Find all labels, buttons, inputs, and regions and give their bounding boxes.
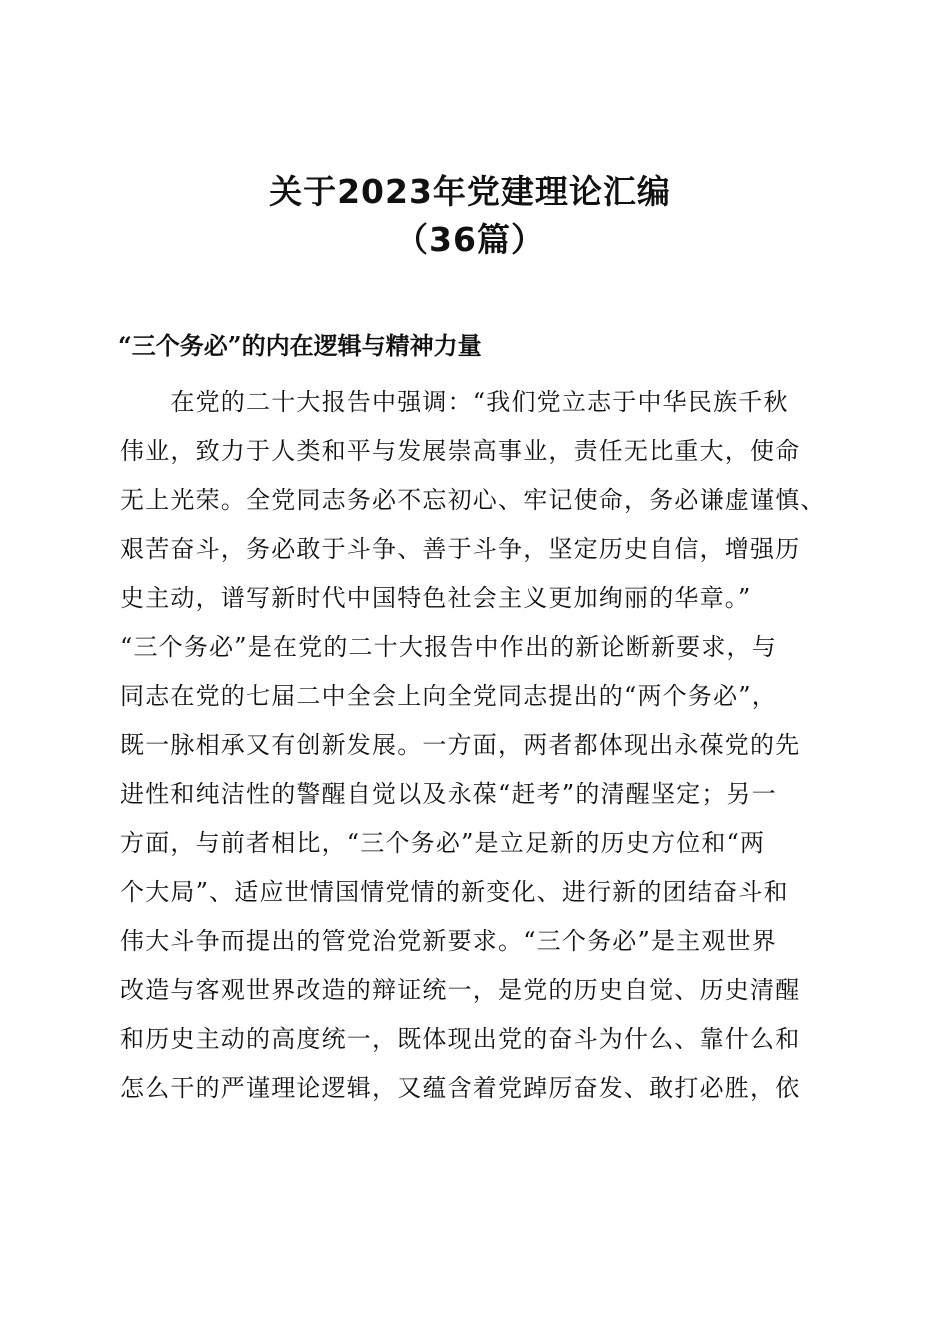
paragraph-line: 同志在党的七届二中全会上向全党同志提出的“两个务必”， <box>120 682 777 710</box>
paragraph-line: 在党的二十大报告中强调：“我们党立志于中华民族千秋 <box>120 388 789 416</box>
paragraph-line: 个大局”、适应世情国情党情的新变化、进行新的团结奋斗和 <box>120 878 789 906</box>
paragraph-line: 既一脉相承又有创新发展。一方面，两者都体现出永葆党的先 <box>120 731 801 759</box>
body-paragraph <box>120 378 836 1113</box>
paragraph-line: 艰苦奋斗，务必敢于斗争、善于斗争，坚定历史自信，增强历 <box>120 535 801 563</box>
document-subtitle: （36篇） <box>395 220 545 259</box>
paragraph-line: 怎么干的严谨理论逻辑，又蕴含着党踔厉奋发、敢打必胜，依 <box>120 1074 801 1102</box>
paragraph-line: “三个务必”是在党的二十大报告中作出的新论断新要求，与 <box>120 633 777 661</box>
paragraph-line: 方面，与前者相比，“三个务必”是立足新的历史方位和“两 <box>120 829 766 857</box>
section-heading: “三个务必”的内在逻辑与精神力量 <box>118 331 482 360</box>
paragraph-line: 伟大斗争而提出的管党治党新要求。“三个务必”是主观世界 <box>120 927 777 955</box>
paragraph-line: 进性和纯洁性的警醒自觉以及永葆“赶考”的清醒坚定；另一 <box>120 780 777 808</box>
document-title: 关于2023年党建理论汇编 <box>269 172 671 211</box>
paragraph-line: 改造与客观世界改造的辩证统一，是党的历史自觉、历史清醒 <box>120 976 801 1004</box>
paragraph-line: 和历史主动的高度统一，既体现出党的奋斗为什么、靠什么和 <box>120 1025 801 1053</box>
paragraph-line: 伟业，致力于人类和平与发展崇高事业，责任无比重大，使命 <box>120 437 801 465</box>
paragraph-line: 无上光荣。全党同志务必不忘初心、牢记使命，务必谦虚谨慎、 <box>120 486 826 514</box>
paragraph-line: 史主动，谱写新时代中国特色社会主义更加绚丽的华章。” <box>120 584 752 612</box>
